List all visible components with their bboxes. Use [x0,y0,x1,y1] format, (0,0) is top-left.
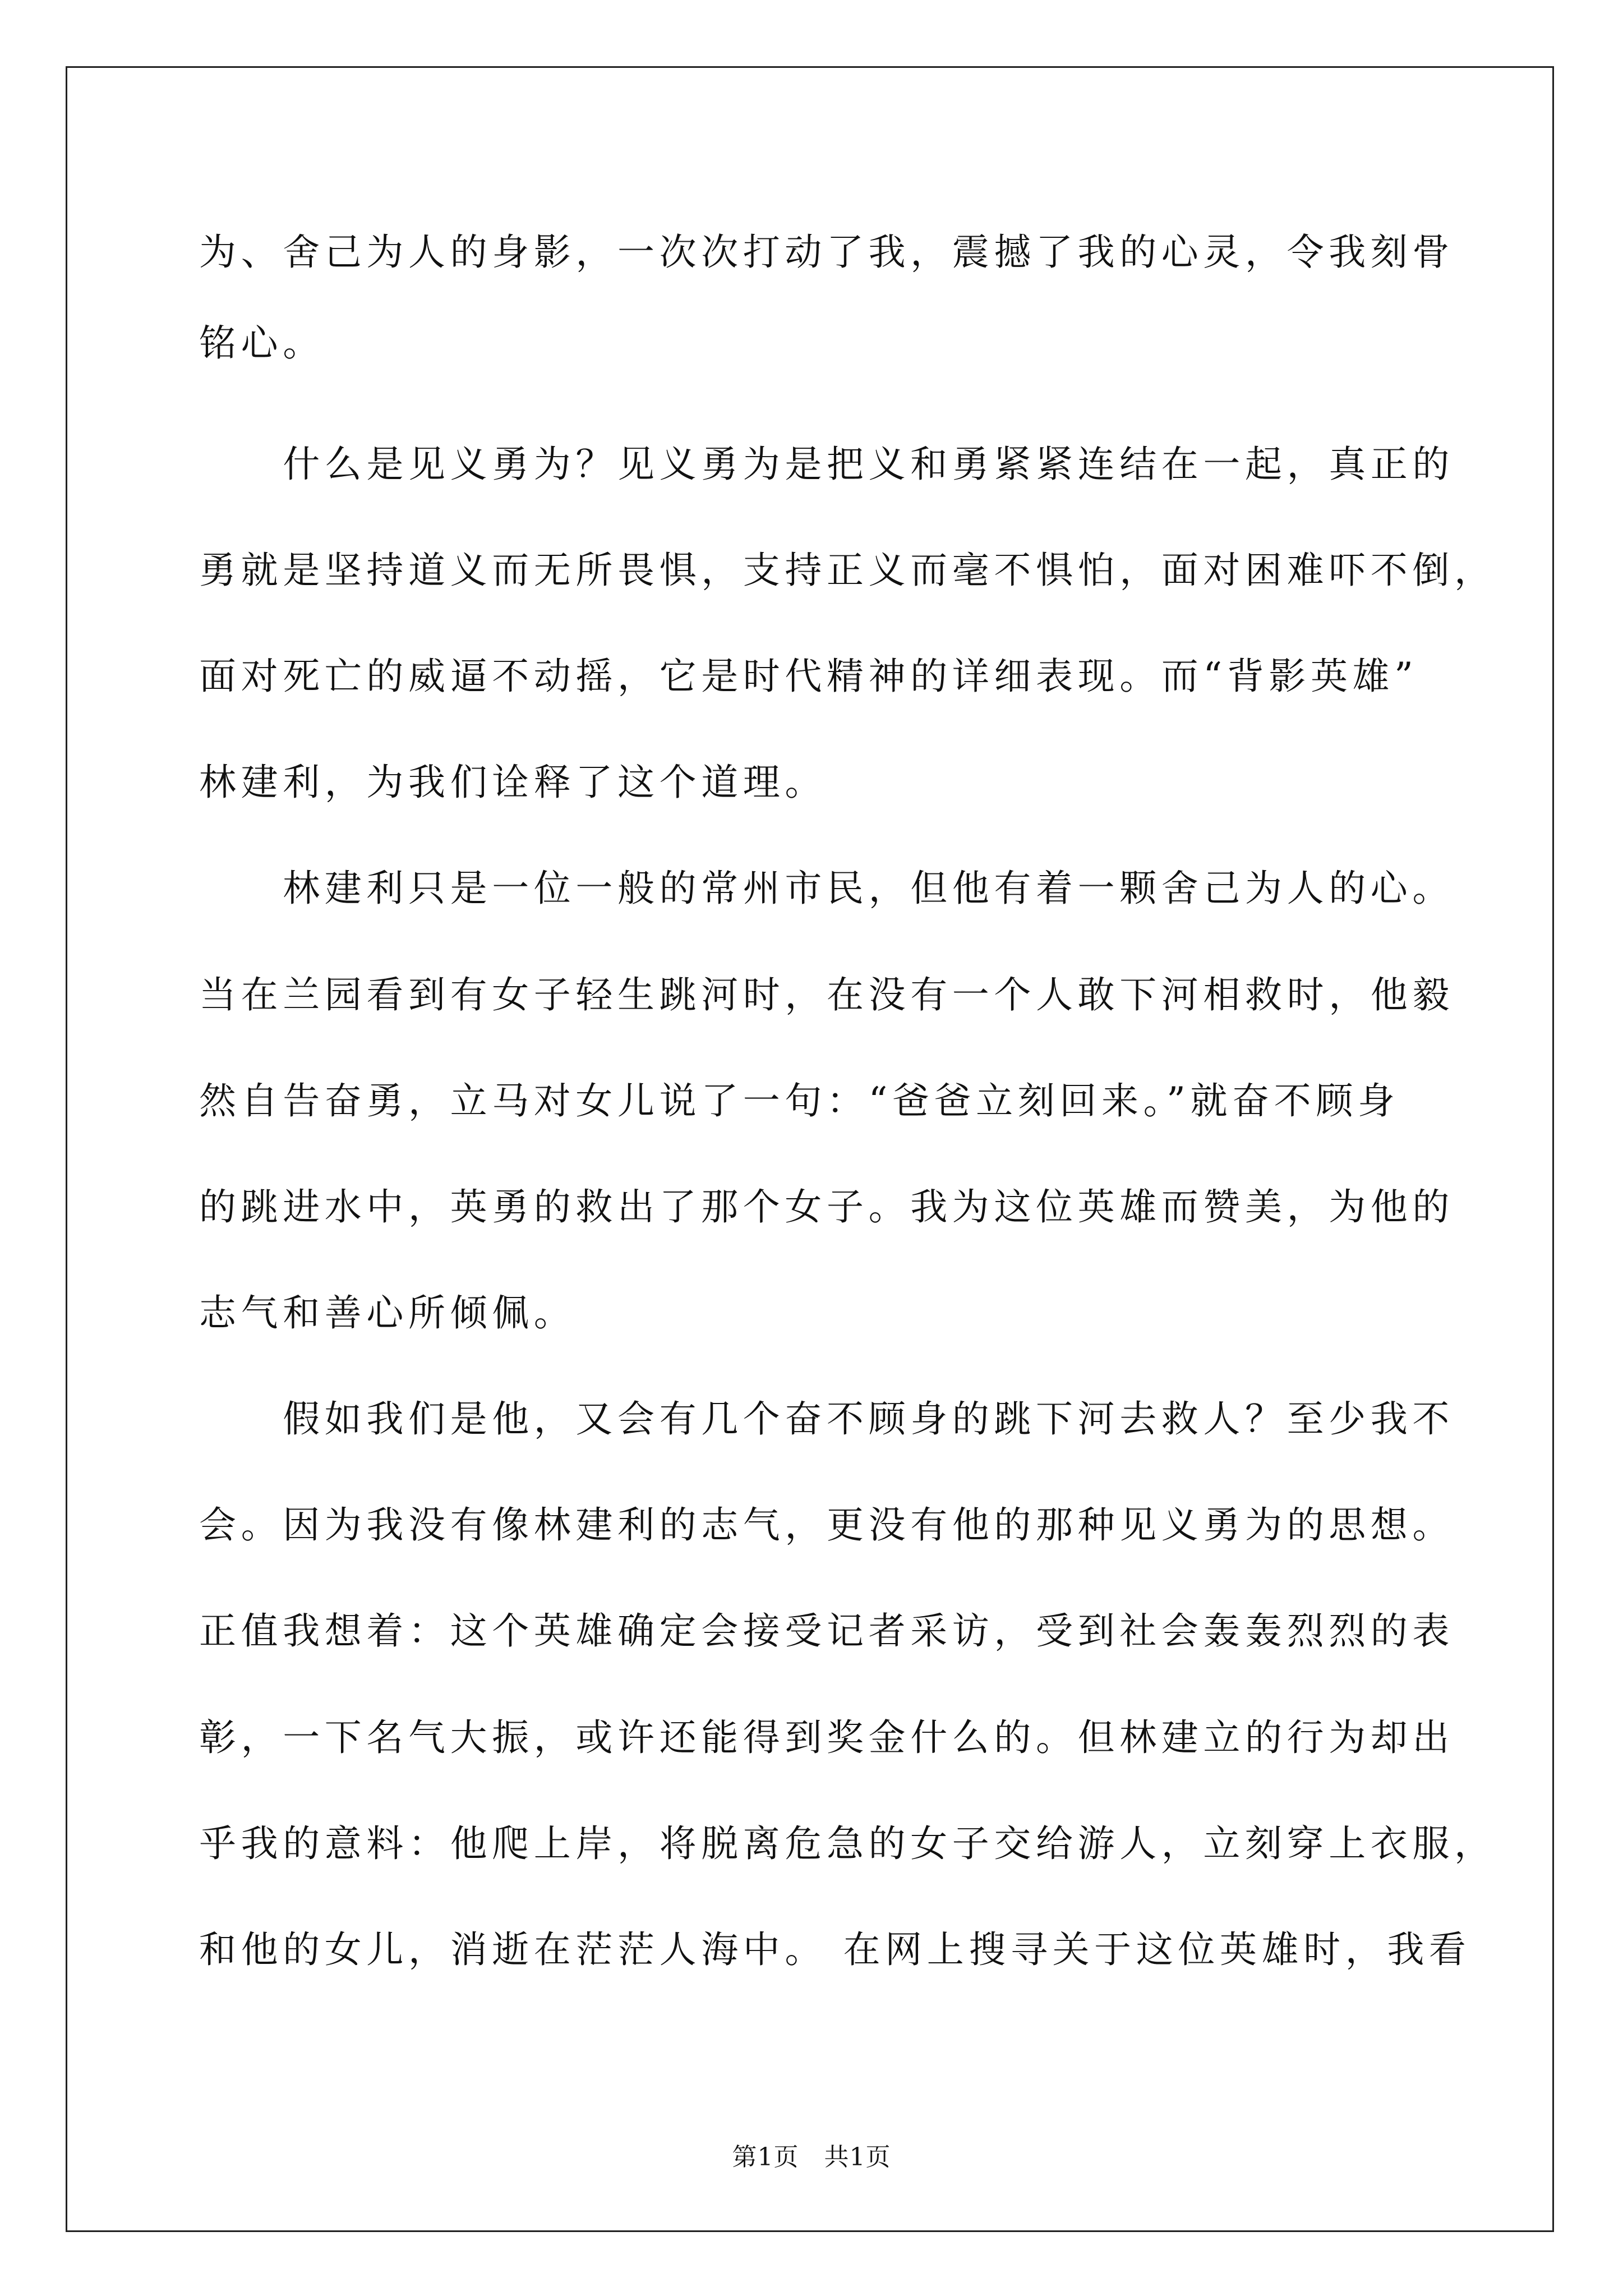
body-line-2: 铭心。 [199,321,325,365]
body-line-9: 然自告奋勇，立马对女儿说了一句：“爸爸立刻回来。”就奋不顾身 [199,1079,1400,1122]
body-line-16: 乎我的意料：他爬上岸，将脱离危急的女子交给游人，立刻穿上衣服， [199,1822,1496,1865]
body-line-4: 勇就是坚持道义而无所畏惧，支持正义而毫不惧怕，面对困难吓不倒， [199,549,1496,592]
body-line-15: 彰，一下名气大振，或许还能得到奖金什么的。但林建立的行为却出 [199,1716,1454,1759]
body-line-14: 正值我想着：这个英雄确定会接受记者采访，受到社会轰轰烈烈的表 [199,1609,1454,1653]
page-border [66,66,1554,2232]
body-line-8: 当在兰园看到有女子轻生跳河时，在没有一个人敢下河相救时，他毅 [199,973,1454,1016]
body-line-1: 为、舍己为人的身影，一次次打动了我，震撼了我的心灵，令我刻骨 [199,231,1454,274]
body-line-6: 林建利，为我们诠释了这个道理。 [199,761,827,804]
body-line-17: 和他的女儿，消逝在茫茫人海中。 在网上搜寻关于这位英雄时，我看 [199,1928,1471,1971]
page-number-footer: 第1页 共1页 [732,2143,891,2171]
body-line-5: 面对死亡的威逼不动摇，它是时代精神的详细表现。而“背影英雄” [199,655,1418,698]
body-line-10: 的跳进水中，英勇的救出了那个女子。我为这位英雄而赞美，为他的 [199,1185,1454,1228]
body-line-7: 林建利只是一位一般的常州市民，但他有着一颗舍己为人的心。 [199,867,1454,910]
body-line-3: 什么是见义勇为？见义勇为是把义和勇紧紧连结在一起，真正的 [199,443,1454,486]
body-line-11: 志气和善心所倾佩。 [199,1291,576,1335]
body-line-12: 假如我们是他，又会有几个奋不顾身的跳下河去救人？至少我不 [199,1397,1454,1441]
body-line-13: 会。因为我没有像林建利的志气，更没有他的那种见义勇为的思想。 [199,1503,1454,1547]
